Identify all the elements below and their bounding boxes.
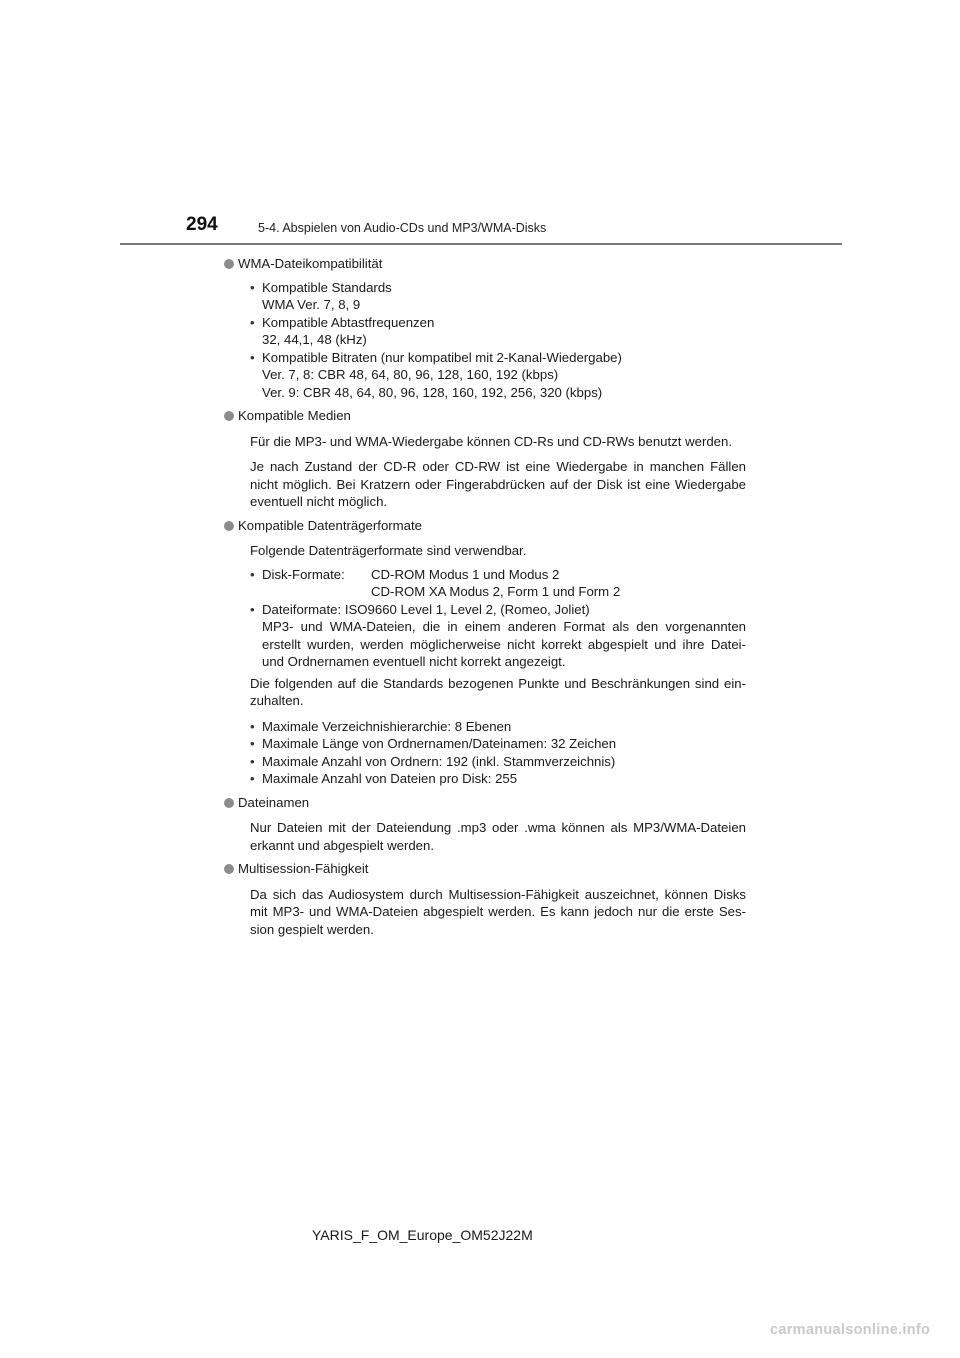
section-heading-text: Dateinamen bbox=[238, 794, 310, 810]
wma-list bbox=[250, 279, 746, 402]
list-item: • Maximale Länge von Ordnernamen/Dateinamen: 32 Zeichen bbox=[250, 735, 746, 753]
section-heading-text: Kompatible Datenträgerformate bbox=[238, 517, 422, 533]
circle-bullet-icon bbox=[224, 259, 234, 269]
watermark-link[interactable]: carmanualsonline.info bbox=[770, 1322, 931, 1338]
document-id: YARIS_F_OM_Europe_OM52J22M bbox=[312, 1227, 533, 1243]
limits-list bbox=[250, 718, 746, 788]
paragraph: Je nach Zustand der CD-R oder CD-RW ist eine Wiedergabe in manchen Fällen nicht möglich. Bei Kratzern oder Fingerabdrücken auf der Disk ist eine Wiedergabe eventuell nicht möglich. bbox=[250, 459, 746, 509]
list-item: • Kompatible Standards WMA Ver. 7, 8, 9 bbox=[250, 279, 746, 314]
section-wma bbox=[224, 255, 746, 401]
list-item: • Maximale Verzeichnishierarchie: 8 Ebenen bbox=[250, 718, 746, 736]
page-content bbox=[224, 253, 746, 944]
section-heading bbox=[224, 255, 746, 273]
paragraph: Folgende Datenträgerformate sind verwendbar. bbox=[250, 543, 527, 558]
circle-bullet-icon bbox=[224, 411, 234, 421]
list-item: • Disk-Formate: CD-ROM Modus 1 und Modus 2 CD-ROM XA Modus 2, Form 1 und Form 2 bbox=[250, 566, 746, 601]
paragraph: Die folgenden auf die Standards bezogenen Punkte und Beschränkungen sind ein-zuhalten. bbox=[250, 675, 746, 708]
list-item: • Kompatible Bitraten (nur kompatibel mit 2-Kanal-Wiedergabe) Ver. 7, 8: CBR 48, 64, 80, 96, 128, 160, 192 (kbps) Ver. 9: CBR 48, 64, 80, 96, 128, 160, 192, 256, 320 (kbps) bbox=[250, 349, 746, 402]
section-heading bbox=[224, 407, 746, 425]
circle-bullet-icon bbox=[224, 864, 234, 874]
section-heading-text: Multisession-Fähigkeit bbox=[238, 861, 369, 876]
circle-bullet-icon bbox=[224, 521, 234, 531]
section-heading bbox=[224, 860, 746, 878]
header-divider bbox=[120, 243, 842, 245]
paragraph: Da sich das Audiosystem durch Multisession-Fähigkeit auszeichnet, können Disks mit MP3- und WMA-Dateien abgespielt werden. Es kann jedoch nur die erste Ses-sion gespielt werden. bbox=[250, 886, 746, 937]
section-heading-text: WMA-Dateikompatibilität bbox=[238, 256, 383, 271]
section-heading bbox=[224, 794, 746, 812]
section-heading-text: Kompatible Medien bbox=[238, 408, 351, 423]
list-item: • Kompatible Abtastfrequenzen 32, 44,1, 48 (kHz) bbox=[250, 314, 746, 349]
section-multisession bbox=[224, 860, 746, 938]
formats-list bbox=[250, 566, 746, 671]
circle-bullet-icon bbox=[224, 798, 234, 808]
paragraph: Nur Dateien mit der Dateiendung .mp3 oder .wma können als MP3/WMA-Dateien erkannt und abgespielt werden. bbox=[250, 820, 746, 853]
section-filenames bbox=[224, 794, 746, 855]
section-formats bbox=[224, 517, 746, 788]
section-title: 5-4. Abspielen von Audio-CDs und MP3/WMA-Disks bbox=[258, 221, 547, 235]
list-item: • Dateiformate: ISO9660 Level 1, Level 2, (Romeo, Joliet) MP3- und WMA-Dateien, die in einem anderen Format als den vorgenannten erstellt wurden, werden möglicherweise nicht korrekt abgespielt und ihre Datei- und Ordnernamen eventuell nicht korrekt angezeigt. bbox=[250, 601, 746, 671]
section-heading bbox=[224, 517, 746, 535]
page-number: 294 bbox=[186, 214, 218, 235]
section-media bbox=[224, 407, 746, 511]
list-item: • Maximale Anzahl von Ordnern: 192 (inkl. Stammverzeichnis) bbox=[250, 753, 746, 771]
paragraph: Für die MP3- und WMA-Wiedergabe können CD-Rs und CD-RWs benutzt werden. bbox=[250, 433, 733, 449]
list-item: • Maximale Anzahl von Dateien pro Disk: 255 bbox=[250, 770, 746, 788]
